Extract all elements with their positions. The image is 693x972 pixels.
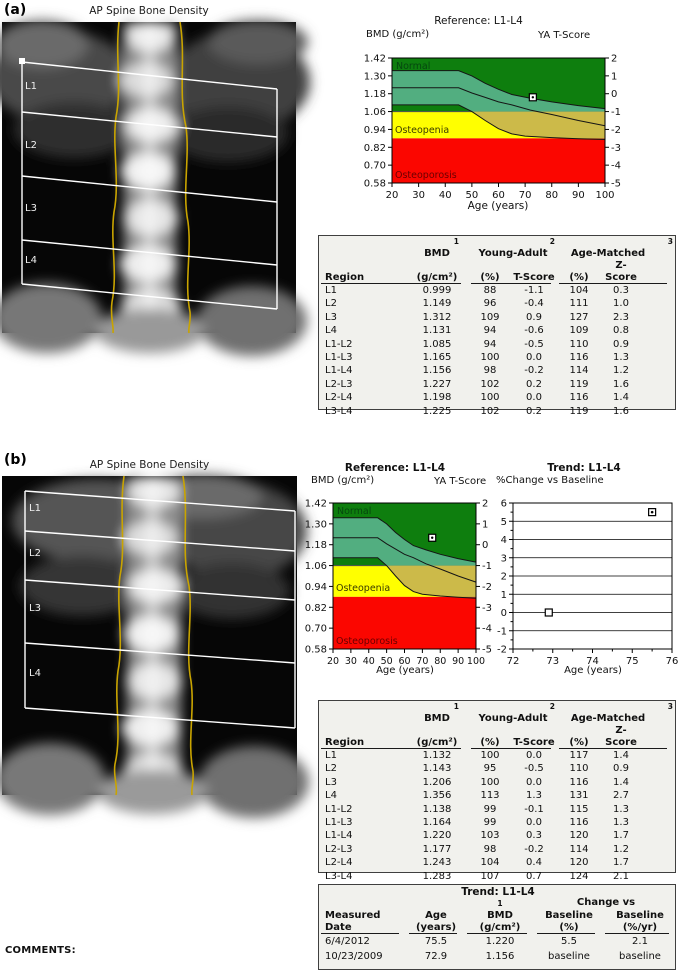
zone-label-normal: Normal [396,61,431,72]
ref-b-title: Reference: L1-L4 [344,462,446,474]
cell: 5.5 [561,936,577,947]
table-row [319,297,677,310]
x-tick: 40 [438,190,452,201]
y-tick-right: 2 [611,53,618,65]
x-tick: 70 [416,656,429,667]
zone-label-normal: Normal [337,506,372,517]
cell: 0.2 [526,378,542,390]
col-header-age-matched: Age-Matched [570,248,646,259]
cell: 1.085 [422,338,452,350]
trend-b-plot [491,497,680,681]
cell: 0.0 [526,776,542,788]
col-header-ya-pct: (%) [469,260,511,284]
cell: 98 [483,365,497,377]
cell: 96 [483,298,497,310]
cell: 114 [569,365,589,377]
cell: 114 [569,843,589,855]
table-row [319,949,677,964]
cell: 2.7 [613,790,629,802]
y-tick-right: -2 [611,124,621,136]
y-tick-right: -5 [611,178,621,190]
ref-b-xlabel: Age (years) [376,665,434,676]
cell: 2.1 [632,936,648,947]
y-tick-right: -5 [482,644,492,656]
y-tick-left: 0.82 [304,602,327,614]
cell: L3-L4 [325,870,353,882]
y-tick: 0 [500,608,507,619]
cell: 75.5 [424,936,448,947]
cell: 0.2 [526,405,542,417]
cell: 1.243 [422,857,452,869]
cell: 1.225 [422,405,452,417]
col-header-region: Region [319,701,405,749]
col-header-baseline-per-yr: Baseline (%/yr) [603,908,677,934]
cell: 111 [569,298,589,310]
table-row [319,789,677,802]
col-header-measured-date: Measured Date [319,908,407,934]
spine-b-title: AP Spine Bone Density [89,459,210,471]
cell: 104 [569,285,589,296]
footnote-mark-young-adult: 2 [549,702,555,711]
y-tick-right: -1 [611,107,621,119]
cell: 1.227 [422,378,452,390]
ref-b-left-axis-label: BMD (g/cm²) [311,475,375,486]
cell: -0.2 [524,365,544,377]
y-tick-right: -1 [482,561,492,573]
cell: 0.3 [526,830,542,842]
col-header-tscore: T-Score [511,725,557,749]
footnote-mark-age-matched: 3 [667,237,673,246]
roi-label-l3: L3 [29,603,41,614]
x-tick: 100 [466,656,486,667]
cell: 1.165 [422,352,452,364]
x-tick: 72 [506,656,520,667]
table-row [319,311,677,324]
cell: 0.7 [526,870,542,882]
ref-b-right-axis-label: YA T-Score [434,476,487,487]
y-tick-right: 0 [482,540,489,552]
cell: 0.0 [526,352,542,364]
cell: 116 [569,817,589,829]
col-header-bmd: BMD (g/cm²) [465,908,535,934]
x-tick: 90 [572,190,585,201]
cell: 131 [569,790,589,802]
cell: 0.9 [613,338,629,350]
cell: 116 [569,776,589,788]
cell: 124 [569,870,589,882]
col-header-young-adult: Young-Adult [478,713,548,724]
x-tick: 73 [546,656,560,667]
table-row [319,338,677,351]
cell: 100 [480,750,500,761]
footnote-mark-age-matched: 3 [667,702,673,711]
cell: 0.8 [613,325,629,337]
y-tick-left: 0.94 [363,124,386,136]
zone-label-osteopenia: Osteopenia [336,582,391,594]
trend-point [545,609,552,616]
cell: 1.4 [613,392,629,404]
y-tick-right: -2 [482,581,492,593]
cell: L1-L2 [325,803,353,815]
y-tick-left: 1.06 [304,561,327,573]
spine-b-scan [2,476,297,795]
table-row [319,776,677,789]
ref-a-xlabel: Age (years) [467,200,529,212]
cell: 117 [569,750,589,761]
table-row [319,378,677,391]
cell: 109 [569,325,589,337]
panel-a-label: (a) [4,2,27,18]
table-row [319,364,677,377]
cell: 99 [483,817,497,829]
y-tick-left: 1.18 [363,89,386,101]
cell: L2-L4 [325,392,353,404]
col-header-ya-pct: (%) [469,725,511,749]
x-tick: 20 [326,656,340,667]
ref-a-chart [358,52,631,215]
cell: 100 [480,352,500,364]
cell: 94 [483,325,497,337]
table-row [319,803,677,816]
cell: 1.7 [613,830,629,842]
y-tick-left: 1.30 [304,519,327,531]
y-tick: 4 [500,535,507,546]
panel-b-label: (b) [4,452,27,468]
cell: 0.4 [526,857,542,869]
x-tick: 80 [545,190,559,201]
table-row [319,829,677,842]
cell: 1.206 [422,776,452,788]
cell: 1.283 [422,870,452,882]
cell: baseline [619,951,661,962]
roi-label-l1: L1 [29,503,41,514]
roi-label-l2: L2 [25,140,37,151]
cell: 100 [480,392,500,404]
y-tick: -2 [497,644,507,656]
col-header-bmd: BMD [424,713,450,724]
cell: 102 [480,378,500,390]
cell: 1.4 [613,750,629,761]
y-tick: -1 [497,626,507,638]
cell: L2-L3 [325,843,353,855]
cell: L1 [325,285,337,296]
x-tick: 60 [492,190,505,201]
cell: 127 [569,311,589,323]
x-tick: 90 [452,656,465,667]
y-tick-right: -4 [482,623,492,635]
table-row [319,816,677,829]
cell: 1.156 [485,951,515,962]
col-header-am-pct: (%) [557,260,601,284]
ref-b-chart [299,497,502,681]
cell: -0.4 [524,298,544,310]
cell: L2-L4 [325,857,353,869]
cell: baseline [548,951,590,962]
cell: 104 [480,857,500,869]
roi-label-l1: L1 [25,81,37,92]
y-tick-right: -4 [611,160,621,172]
region-results-table-b [318,700,676,882]
ref-a-left-axis-label: BMD (g/cm²) [366,29,430,40]
y-tick-right: -3 [482,602,492,614]
col-header-bmd-unit: (g/cm²) [405,260,469,284]
cell: L1 [325,750,337,761]
x-tick: 74 [586,656,599,667]
y-tick-left: 1.42 [304,498,327,510]
roi-label-l4: L4 [29,668,41,679]
cell: 100 [480,776,500,788]
cell: 1.149 [422,298,452,310]
table-row [319,351,677,364]
y-tick-right: 1 [482,519,489,531]
cell: 1.156 [422,365,452,377]
cell: -1.1 [524,285,544,296]
roi-handle [19,58,25,64]
cell: 120 [569,830,589,842]
table-row [319,284,677,297]
col-header-young-adult: Young-Adult [478,248,548,259]
y-tick: 2 [500,571,507,583]
y-tick: 6 [500,498,507,510]
cell: 1.0 [613,298,629,310]
cell: L2-L3 [325,378,353,390]
cell: 103 [480,830,500,842]
table-row [319,324,677,337]
cell: 1.2 [613,365,629,377]
cell: 1.138 [422,803,452,815]
cell: 98 [483,843,497,855]
cell: 1.164 [422,817,452,829]
cell: 116 [569,392,589,404]
cell: 10/23/2009 [325,951,383,962]
ref-a-right-axis-label: YA T-Score [538,30,591,41]
cell: 72.9 [424,951,448,962]
roi-label-l3: L3 [25,203,37,214]
col-header-age: Age (years) [407,908,465,934]
cell: 1.220 [485,936,515,947]
x-tick: 50 [380,656,393,667]
cell: 1.4 [613,776,629,788]
cell: 1.143 [422,763,452,775]
cell: -0.2 [524,843,544,855]
cell: 1.6 [613,405,629,417]
y-tick: 5 [500,516,507,528]
cell: 0.0 [526,750,542,761]
cell: 0.0 [526,817,542,829]
cell: 107 [480,870,500,882]
cell: 1.3 [613,817,629,829]
cell: L3 [325,776,337,788]
footnote-mark-bmd: 1 [453,702,459,711]
cell: L4 [325,790,337,802]
spine-a-title: AP Spine Bone Density [89,5,209,17]
trend-table-title: Trend: L1-L4 [461,886,535,898]
cell: 88 [483,285,497,296]
col-header-baseline-pct: Baseline (%) [535,908,603,934]
cell: 102 [480,405,500,417]
cell: 1.198 [422,392,452,404]
cell: 120 [569,857,589,869]
cell: 6/4/2012 [325,936,370,947]
col-header-tscore: T-Score [511,260,557,284]
cell: 2.3 [613,311,629,323]
cell: 0.0 [526,392,542,404]
cell: 0.9 [613,763,629,775]
cell: L3 [325,311,337,323]
x-tick: 40 [362,656,375,667]
y-tick-left: 0.70 [363,160,386,172]
table-row [319,762,677,775]
cell: 0.3 [613,285,629,296]
cell: 1.6 [613,378,629,390]
table-row [319,856,677,869]
cell: 1.7 [613,857,629,869]
spine-b-image [2,476,297,795]
zone-label-osteoporosis: Osteoporosis [336,636,398,647]
col-header-zscore: Z-Score [601,260,641,284]
y-tick: 1 [500,589,507,601]
trend-table [318,884,676,970]
col-header-bmd: BMD [424,248,450,259]
cell: 95 [483,763,497,775]
ref-b-plot [299,497,502,681]
cell: 1.2 [613,843,629,855]
cell: 2.1 [613,870,629,882]
cell: -0.6 [524,325,544,337]
trend-title: Trend: L1-L4 [547,462,621,474]
x-tick: 70 [518,190,532,201]
cell: 0.9 [526,311,542,323]
table-row [319,391,677,404]
cell: L1-L4 [325,830,353,842]
cell: 1.312 [422,311,452,323]
table-row [319,934,677,949]
trend-xlabel: Age (years) [564,665,622,676]
comments-label: COMMENTS: [5,945,76,956]
cell: 113 [480,790,500,802]
table-row [319,749,677,762]
cell: 110 [569,763,589,775]
y-tick-right: -3 [611,142,621,154]
ref-a-plot [358,52,631,215]
cell: -0.1 [524,803,544,815]
y-tick-right: 2 [482,498,489,510]
y-tick-left: 0.70 [304,623,327,635]
cell: 99 [483,803,497,815]
x-tick: 80 [434,656,447,667]
cell: L3-L4 [325,405,353,417]
cell: 1.3 [526,790,542,802]
y-tick-left: 0.82 [363,142,386,154]
x-tick: 76 [665,656,679,667]
y-tick-left: 0.58 [304,644,327,656]
cell: 119 [569,405,589,417]
cell: L2 [325,763,337,775]
cell: 1.356 [422,790,452,802]
x-tick: 75 [625,656,639,667]
y-tick-right: 1 [611,71,618,83]
zone-label-osteoporosis: Osteoporosis [395,170,457,181]
col-header-change-vs: Change vs [576,897,636,908]
x-tick: 30 [344,656,357,667]
y-tick-left: 1.42 [363,53,386,65]
footnote-mark-bmd: 1 [497,899,503,908]
col-header-am-pct: (%) [557,725,601,749]
cell: 110 [569,338,589,350]
table-row [319,843,677,856]
footnote-mark-bmd: 1 [453,237,459,246]
cell: 1.177 [422,843,452,855]
x-tick: 50 [465,190,479,201]
y-tick-left: 1.30 [363,71,386,83]
trend-ylabel: %Change vs Baseline [496,475,604,486]
table-row [319,870,677,883]
y-tick-right: 0 [611,89,618,101]
cell: 1.3 [613,352,629,364]
y-tick-left: 0.94 [304,581,327,593]
roi-label-l4: L4 [25,255,37,266]
region-results-table-a [318,235,676,417]
cell: L1-L3 [325,817,353,829]
trend-chart [491,497,680,681]
cell: 116 [569,352,589,364]
y-tick-left: 1.18 [304,540,327,552]
cell: 1.131 [422,325,452,337]
table-row [319,405,677,418]
y-tick-left: 0.58 [363,178,386,190]
y-tick: 3 [500,553,507,565]
cell: L1-L2 [325,338,353,350]
spine-a-image [2,22,296,333]
footnote-mark-young-adult: 2 [549,237,555,246]
x-tick: 100 [595,190,615,201]
ref-a-title: Reference: L1-L4 [434,15,523,27]
cell: 0.999 [422,285,452,296]
spine-a-scan [2,22,296,333]
cell: L4 [325,325,337,337]
col-header-region: Region [319,236,405,284]
cell: 115 [569,803,589,815]
cell: L2 [325,298,337,310]
cell: L1-L4 [325,365,353,377]
cell: -0.5 [524,338,544,350]
cell: 1.3 [613,803,629,815]
cell: 1.132 [422,750,452,761]
cell: -0.5 [524,763,544,775]
cell: 1.220 [422,830,452,842]
col-header-age-matched: Age-Matched [570,713,646,724]
cell: 94 [483,338,497,350]
cell: L1-L3 [325,352,353,364]
x-tick: 20 [385,190,399,201]
x-tick: 60 [398,656,411,667]
col-header-zscore: Z-Score [601,725,641,749]
cell: 119 [569,378,589,390]
x-tick: 30 [412,190,425,201]
cell: 109 [480,311,500,323]
roi-label-l2: L2 [29,548,41,559]
y-tick-left: 1.06 [363,107,386,119]
zone-label-osteopenia: Osteopenia [395,125,450,137]
col-header-bmd-unit: (g/cm²) [405,725,469,749]
